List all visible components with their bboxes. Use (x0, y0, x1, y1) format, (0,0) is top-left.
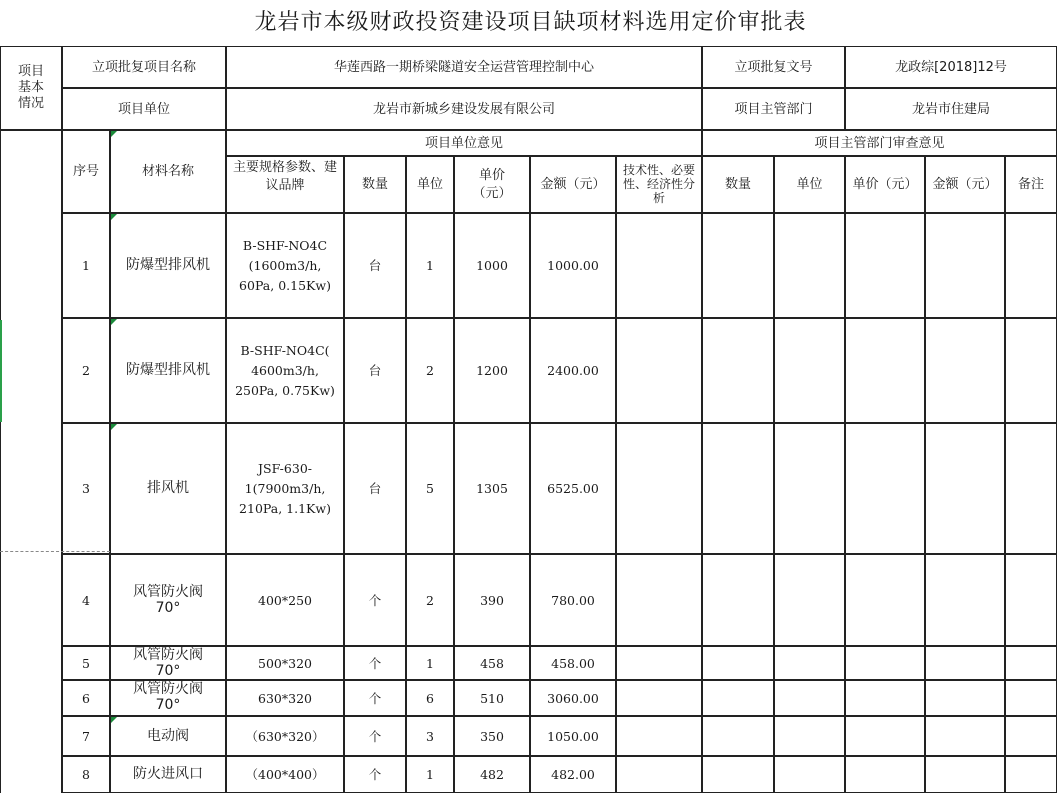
cell-spec: 400*250 (226, 554, 344, 646)
dept-value: 龙岩市住建局 (845, 88, 1057, 130)
header-no: 序号 (62, 130, 110, 213)
cell-review-unit (774, 646, 845, 680)
cell-unit: 台 (344, 423, 406, 554)
cell-qty: 2 (406, 318, 454, 423)
cell-review-amount (925, 423, 1005, 554)
header-review-qty: 数量 (702, 156, 774, 213)
cell-review-price (845, 554, 925, 646)
header-remark: 备注 (1005, 156, 1057, 213)
cell-price: 1200 (454, 318, 530, 423)
section-basic-label: 项目基本情况 (0, 46, 62, 130)
header-unit: 单位 (406, 156, 454, 213)
group-dept-opinion: 项目主管部门审查意见 (702, 130, 1057, 156)
cell-amount: 780.00 (530, 554, 616, 646)
cell-review-qty (702, 680, 774, 716)
approval-grid (0, 46, 1057, 793)
cell-review-amount (925, 756, 1005, 793)
cell-review-unit (774, 716, 845, 756)
cell-remark (1005, 716, 1057, 756)
cell-remark (1005, 646, 1057, 680)
project-unit-label: 项目单位 (62, 88, 226, 130)
cell-review-price (845, 646, 925, 680)
cell-no: 1 (62, 213, 110, 318)
header-review-unit: 单位 (774, 156, 845, 213)
cell-review-unit (774, 318, 845, 423)
cell-material: 排风机 (110, 423, 226, 554)
cell-review-price (845, 423, 925, 554)
header-spec: 主要规格参数、建议品牌 (226, 156, 344, 213)
cell-review-unit (774, 213, 845, 318)
cell-review-amount (925, 318, 1005, 423)
cell-spec: B-SHF-NO4C (1600m3/h, 60Pa, 0.15Kw) (226, 213, 344, 318)
cell-review-unit (774, 554, 845, 646)
cell-amount: 482.00 (530, 756, 616, 793)
cell-review-price (845, 213, 925, 318)
project-name-value: 华莲西路一期桥梁隧道安全运营管理控制中心 (226, 46, 702, 88)
cell-review-qty (702, 646, 774, 680)
cell-review-price (845, 716, 925, 756)
cell-review-unit (774, 680, 845, 716)
cell-analysis (616, 680, 702, 716)
header-price: 单价（元） (454, 156, 530, 213)
cell-material: 电动阀 (110, 716, 226, 756)
cell-material: 防火进风口 (110, 756, 226, 793)
cell-no: 3 (62, 423, 110, 554)
cell-unit: 个 (344, 554, 406, 646)
selection-edge-marker (0, 320, 2, 422)
cell-no: 8 (62, 756, 110, 793)
cell-spec: 500*320 (226, 646, 344, 680)
cell-analysis (616, 756, 702, 793)
cell-remark (1005, 423, 1057, 554)
cell-analysis (616, 213, 702, 318)
cell-analysis (616, 716, 702, 756)
cell-price: 510 (454, 680, 530, 716)
cell-review-unit (774, 756, 845, 793)
cell-analysis (616, 554, 702, 646)
cell-qty: 5 (406, 423, 454, 554)
cell-review-qty (702, 423, 774, 554)
cell-spec: JSF-630-1(7900m3/h, 210Pa, 1.1Kw) (226, 423, 344, 554)
cell-review-qty (702, 213, 774, 318)
cell-material: 防爆型排风机 (110, 318, 226, 423)
cell-unit: 台 (344, 213, 406, 318)
cell-analysis (616, 646, 702, 680)
doc-no-label: 立项批复文号 (702, 46, 845, 88)
cell-spec: （400*400） (226, 756, 344, 793)
left-blank-column (0, 130, 62, 793)
cell-unit: 个 (344, 756, 406, 793)
header-review-price: 单价（元） (845, 156, 925, 213)
cell-price: 1000 (454, 213, 530, 318)
cell-no: 6 (62, 680, 110, 716)
cell-amount: 1000.00 (530, 213, 616, 318)
cell-qty: 6 (406, 680, 454, 716)
cell-remark (1005, 756, 1057, 793)
cell-remark (1005, 213, 1057, 318)
cell-analysis (616, 318, 702, 423)
cell-amount: 3060.00 (530, 680, 616, 716)
cell-qty: 1 (406, 213, 454, 318)
cell-unit: 台 (344, 318, 406, 423)
cell-no: 4 (62, 554, 110, 646)
cell-qty: 2 (406, 554, 454, 646)
cell-review-amount (925, 213, 1005, 318)
cell-price: 350 (454, 716, 530, 756)
page-break-line (0, 551, 110, 552)
cell-review-unit (774, 423, 845, 554)
cell-amount: 2400.00 (530, 318, 616, 423)
cell-spec: 630*320 (226, 680, 344, 716)
cell-price: 458 (454, 646, 530, 680)
cell-review-price (845, 318, 925, 423)
cell-remark (1005, 554, 1057, 646)
header-material: 材料名称 (110, 130, 226, 213)
cell-unit: 个 (344, 716, 406, 756)
cell-remark (1005, 680, 1057, 716)
cell-review-qty (702, 716, 774, 756)
cell-amount: 6525.00 (530, 423, 616, 554)
header-qty: 数量 (344, 156, 406, 213)
cell-remark (1005, 318, 1057, 423)
cell-review-price (845, 756, 925, 793)
group-unit-opinion: 项目单位意见 (226, 130, 702, 156)
project-name-label: 立项批复项目名称 (62, 46, 226, 88)
cell-no: 5 (62, 646, 110, 680)
header-analysis: 技术性、必要性、经济性分析 (616, 156, 702, 213)
cell-review-qty (702, 756, 774, 793)
cell-unit: 个 (344, 646, 406, 680)
cell-qty: 1 (406, 756, 454, 793)
cell-unit: 个 (344, 680, 406, 716)
cell-material: 风管防火阀70° (110, 680, 226, 716)
cell-amount: 1050.00 (530, 716, 616, 756)
page-title: 龙岩市本级财政投资建设项目缺项材料选用定价审批表 (254, 10, 807, 35)
cell-review-price (845, 680, 925, 716)
cell-spec: （630*320） (226, 716, 344, 756)
doc-no-value: 龙政综[2018]12号 (845, 46, 1057, 88)
cell-no: 7 (62, 716, 110, 756)
cell-review-amount (925, 716, 1005, 756)
cell-analysis (616, 423, 702, 554)
dept-label: 项目主管部门 (702, 88, 845, 130)
cell-price: 1305 (454, 423, 530, 554)
cell-material: 防爆型排风机 (110, 213, 226, 318)
cell-price: 390 (454, 554, 530, 646)
header-review-amount: 金额（元） (925, 156, 1005, 213)
cell-review-amount (925, 680, 1005, 716)
cell-qty: 3 (406, 716, 454, 756)
cell-review-amount (925, 646, 1005, 680)
cell-spec: B-SHF-NO4C( 4600m3/h, 250Pa, 0.75Kw) (226, 318, 344, 423)
cell-review-amount (925, 554, 1005, 646)
cell-price: 482 (454, 756, 530, 793)
cell-material: 风管防火阀70° (110, 646, 226, 680)
cell-qty: 1 (406, 646, 454, 680)
cell-review-qty (702, 318, 774, 423)
header-amount: 金额（元） (530, 156, 616, 213)
cell-no: 2 (62, 318, 110, 423)
cell-review-qty (702, 554, 774, 646)
project-unit-value: 龙岩市新城乡建设发展有限公司 (226, 88, 702, 130)
cell-amount: 458.00 (530, 646, 616, 680)
cell-material: 风管防火阀70° (110, 554, 226, 646)
